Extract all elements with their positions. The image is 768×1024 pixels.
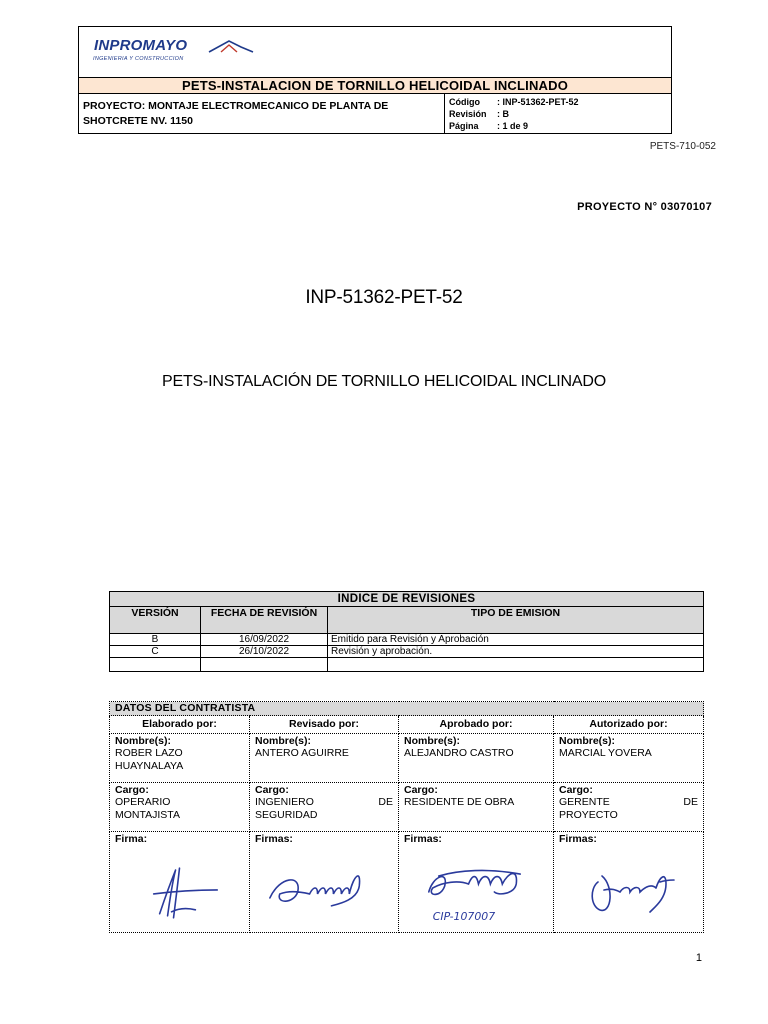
meta-codigo: Código : INP-51362-PET-52 — [449, 97, 579, 107]
document-meta — [449, 96, 579, 132]
cargo-cell: Cargo: GERENTE DE PROYECTO — [554, 783, 704, 832]
page-number: 1 — [695, 952, 702, 964]
revision-version — [110, 658, 201, 672]
cargo-cell: Cargo: INGENIERO DE SEGURIDAD — [250, 783, 399, 832]
nombre-cell: Nombre(s): ANTERO AGUIRRE — [250, 734, 399, 783]
project-description: PROYECTO: MONTAJE ELECTROMECANICO DE PLANTA DE SHOTCRETE NV. 1150 — [83, 100, 389, 127]
revision-date: 26/10/2022 — [201, 646, 328, 658]
column-header: Revisado por: — [250, 716, 399, 734]
revision-type — [328, 658, 704, 672]
revision-date — [201, 658, 328, 672]
revision-date: 16/09/2022 — [201, 634, 328, 646]
column-header: TIPO DE EMISION — [328, 607, 704, 634]
table-row — [110, 658, 704, 672]
signature-image — [554, 846, 703, 926]
cargo-row — [110, 783, 704, 832]
header-divider — [444, 94, 445, 134]
nombre-row — [110, 734, 704, 783]
nombre-cell: Nombre(s): ALEJANDRO CASTRO — [399, 734, 554, 783]
column-header: Autorizado por: — [554, 716, 704, 734]
revision-type: Revisión y aprobación. — [328, 646, 704, 658]
header-title: PETS-INSTALACION DE TORNILLO HELICOIDAL INCLINADO — [79, 77, 671, 94]
revision-type: Emitido para Revisión y Aprobación — [328, 634, 704, 646]
document-code: INP-51362-PET-52 — [305, 287, 463, 308]
signature-note: CIP-107007 — [432, 909, 496, 923]
meta-pagina: Página : 1 de 9 — [449, 121, 529, 131]
company-logo: INPROMAYO — [94, 37, 188, 54]
document-reference: PETS-710-052 — [649, 141, 716, 152]
table-row — [110, 646, 704, 658]
meta-revision: Revisión : B — [449, 109, 509, 119]
column-header: VERSIÓN — [110, 607, 201, 634]
signature-image — [250, 846, 398, 926]
revisions-table — [109, 591, 704, 672]
cargo-cell: Cargo: OPERARIO MONTAJISTA — [110, 783, 250, 832]
nombre-cell: Nombre(s): ROBER LAZO HUAYNALAYA — [110, 734, 250, 783]
logo-mountain-icon — [207, 38, 255, 54]
firma-row — [110, 832, 704, 933]
revision-version: C — [110, 646, 201, 658]
document-title: PETS-INSTALACIÓN DE TORNILLO HELICOIDAL INCLINADO — [162, 373, 606, 390]
column-header: FECHA DE REVISIÓN — [201, 607, 328, 634]
signature-image — [110, 846, 249, 926]
project-number: PROYECTO N° 03070107 — [577, 201, 712, 213]
column-header: Elaborado por: — [110, 716, 250, 734]
firma-cell: Firmas: — [250, 832, 399, 933]
table-row — [110, 634, 704, 646]
revisions-caption: INDICE DE REVISIONES — [110, 592, 704, 607]
firma-cell: Firmas: CIP-107007 — [399, 832, 554, 933]
document-header — [78, 26, 672, 134]
column-header: Aprobado por: — [399, 716, 554, 734]
cargo-cell: Cargo: RESIDENTE DE OBRA — [399, 783, 554, 832]
nombre-cell: Nombre(s): MARCIAL YOVERA — [554, 734, 704, 783]
contractor-caption: DATOS DEL CONTRATISTA — [110, 702, 704, 716]
logo-area — [79, 27, 671, 77]
contractor-table — [109, 701, 704, 933]
signature-image — [399, 846, 553, 926]
firma-cell: Firmas: — [554, 832, 704, 933]
revision-version: B — [110, 634, 201, 646]
company-logo-subtitle: INGENIERIA Y CONSTRUCCION — [93, 56, 184, 62]
firma-cell: Firma: — [110, 832, 250, 933]
